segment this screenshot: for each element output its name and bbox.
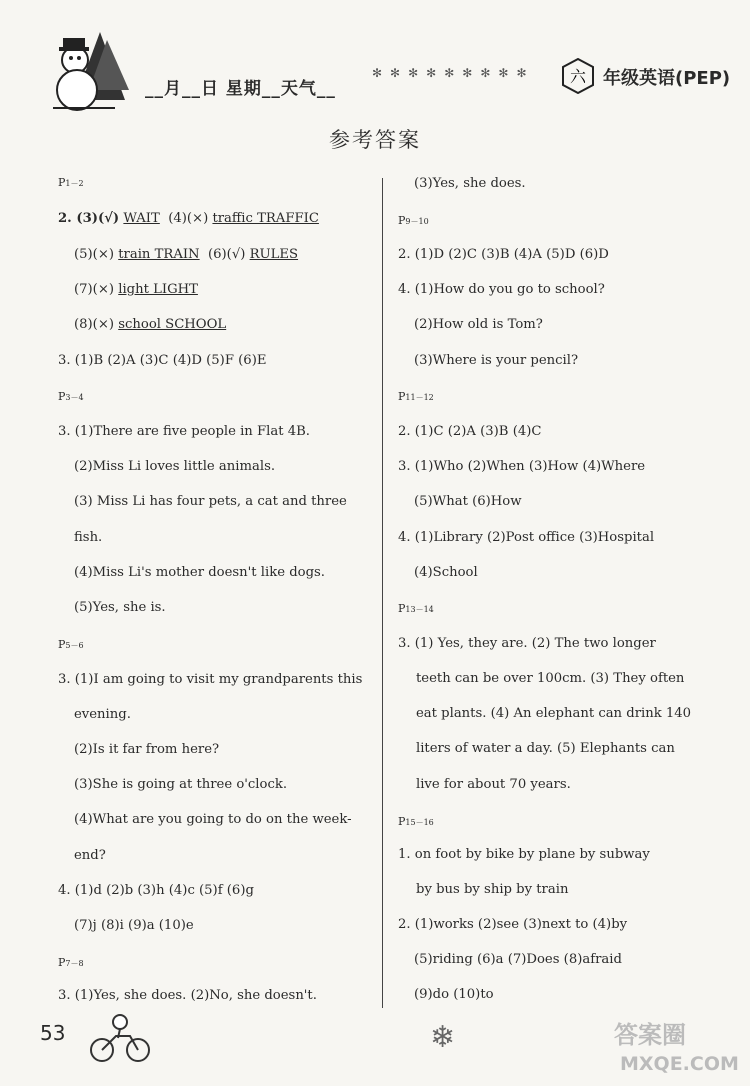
answer-line: 2. (1)C (2)A (3)B (4)C bbox=[398, 424, 542, 439]
grade-badge-icon bbox=[560, 58, 596, 94]
section-header: P3－4 bbox=[58, 390, 84, 403]
section-header: P9－10 bbox=[398, 214, 429, 227]
answer-line: (5)(×) train TRAIN (6)(√) RULES bbox=[74, 247, 299, 262]
answer-line: (8)(×) school SCHOOL bbox=[74, 317, 227, 332]
answer-line: (7)(×) light LIGHT bbox=[74, 282, 198, 297]
answer-line: (3)Yes, she does. bbox=[414, 176, 526, 191]
page-title: 参考答案 bbox=[329, 128, 421, 152]
answer-line: 4. (1)d (2)b (3)h (4)c (5)f (6)g bbox=[58, 883, 254, 898]
section-header: P13－14 bbox=[398, 602, 434, 615]
watermark-logo: 答案圈 bbox=[614, 1021, 686, 1049]
answer-line: 3. (1)Who (2)When (3)How (4)Where bbox=[398, 459, 646, 474]
column-divider bbox=[382, 178, 383, 1008]
answer-line: teeth can be over 100cm. (3) They often bbox=[416, 671, 685, 686]
answer-line: (2)Is it far from here? bbox=[74, 742, 220, 757]
answer-line: end? bbox=[74, 848, 106, 863]
answer-line: 2. (1)D (2)C (3)B (4)A (5)D (6)D bbox=[398, 247, 609, 262]
date-weather-line: __月__日 星期__天气__ bbox=[145, 79, 336, 99]
grade-subject-label: 年级英语(PEP) bbox=[603, 68, 731, 89]
answer-line: 3. (1)B (2)A (3)C (4)D (5)F (6)E bbox=[58, 353, 267, 368]
answer-line: (2)Miss Li loves little animals. bbox=[74, 459, 276, 474]
answer-line: (4)School bbox=[414, 565, 478, 580]
decorative-dots: ✻✻✻✻✻✻✻✻✻ bbox=[372, 66, 535, 80]
answer-line: 1. on foot by bike by plane by subway bbox=[398, 847, 650, 862]
answer-line: (5)riding (6)a (7)Does (8)afraid bbox=[414, 952, 622, 967]
answer-line: liters of water a day. (5) Elephants can bbox=[416, 741, 675, 756]
section-header: P5－6 bbox=[58, 638, 84, 651]
section-header: P15－16 bbox=[398, 815, 434, 828]
answer-line: (7)j (8)i (9)a (10)e bbox=[74, 918, 194, 933]
answer-line: (3) Miss Li has four pets, a cat and three bbox=[74, 494, 347, 509]
answer-line: 2. (3)(√) WAIT (4)(×) traffic TRAFFIC bbox=[58, 211, 319, 226]
answer-line: (4)What are you going to do on the week- bbox=[74, 812, 352, 827]
answer-line: 3. (1)Yes, she does. (2)No, she doesn't. bbox=[58, 988, 317, 1003]
answer-line: 3. (1) Yes, they are. (2) The two longer bbox=[398, 636, 656, 651]
answer-line: 3. (1)There are five people in Flat 4B. bbox=[58, 424, 310, 439]
answer-line: 4. (1)How do you go to school? bbox=[398, 282, 605, 297]
page-number: 53 bbox=[40, 1021, 66, 1045]
answer-line: evening. bbox=[74, 707, 131, 722]
answer-line: (3)She is going at three o'clock. bbox=[74, 777, 288, 792]
page-header bbox=[0, 0, 750, 120]
snowflake-icon: ❄ bbox=[430, 1020, 456, 1055]
section-header: P11－12 bbox=[398, 390, 434, 403]
answer-line: (2)How old is Tom? bbox=[414, 317, 543, 332]
answer-line: (5)Yes, she is. bbox=[74, 600, 166, 615]
answer-line: 3. (1)I am going to visit my grandparents this bbox=[58, 672, 363, 687]
answer-line: (4)Miss Li's mother doesn't like dogs. bbox=[74, 565, 325, 580]
answer-line: fish. bbox=[74, 530, 103, 545]
answer-line: (5)What (6)How bbox=[414, 494, 522, 509]
answer-line: (9)do (10)to bbox=[414, 987, 494, 1002]
section-header: P1－2 bbox=[58, 176, 84, 189]
answer-line: 2. (1)works (2)see (3)next to (4)by bbox=[398, 917, 628, 932]
answer-line: live for about 70 years. bbox=[416, 777, 571, 792]
answer-line: (3)Where is your pencil? bbox=[414, 353, 579, 368]
watermark-url: MXQE.COM bbox=[620, 1053, 739, 1075]
answer-line: 4. (1)Library (2)Post office (3)Hospital bbox=[398, 530, 655, 545]
answer-line: eat plants. (4) An elephant can drink 140 bbox=[416, 706, 692, 721]
bicycle-icon bbox=[88, 1010, 152, 1065]
snowman-icon bbox=[45, 30, 130, 112]
grade-badge-text: 六 bbox=[569, 67, 587, 86]
answer-line: by bus by ship by train bbox=[416, 882, 569, 897]
section-header: P7－8 bbox=[58, 956, 84, 969]
